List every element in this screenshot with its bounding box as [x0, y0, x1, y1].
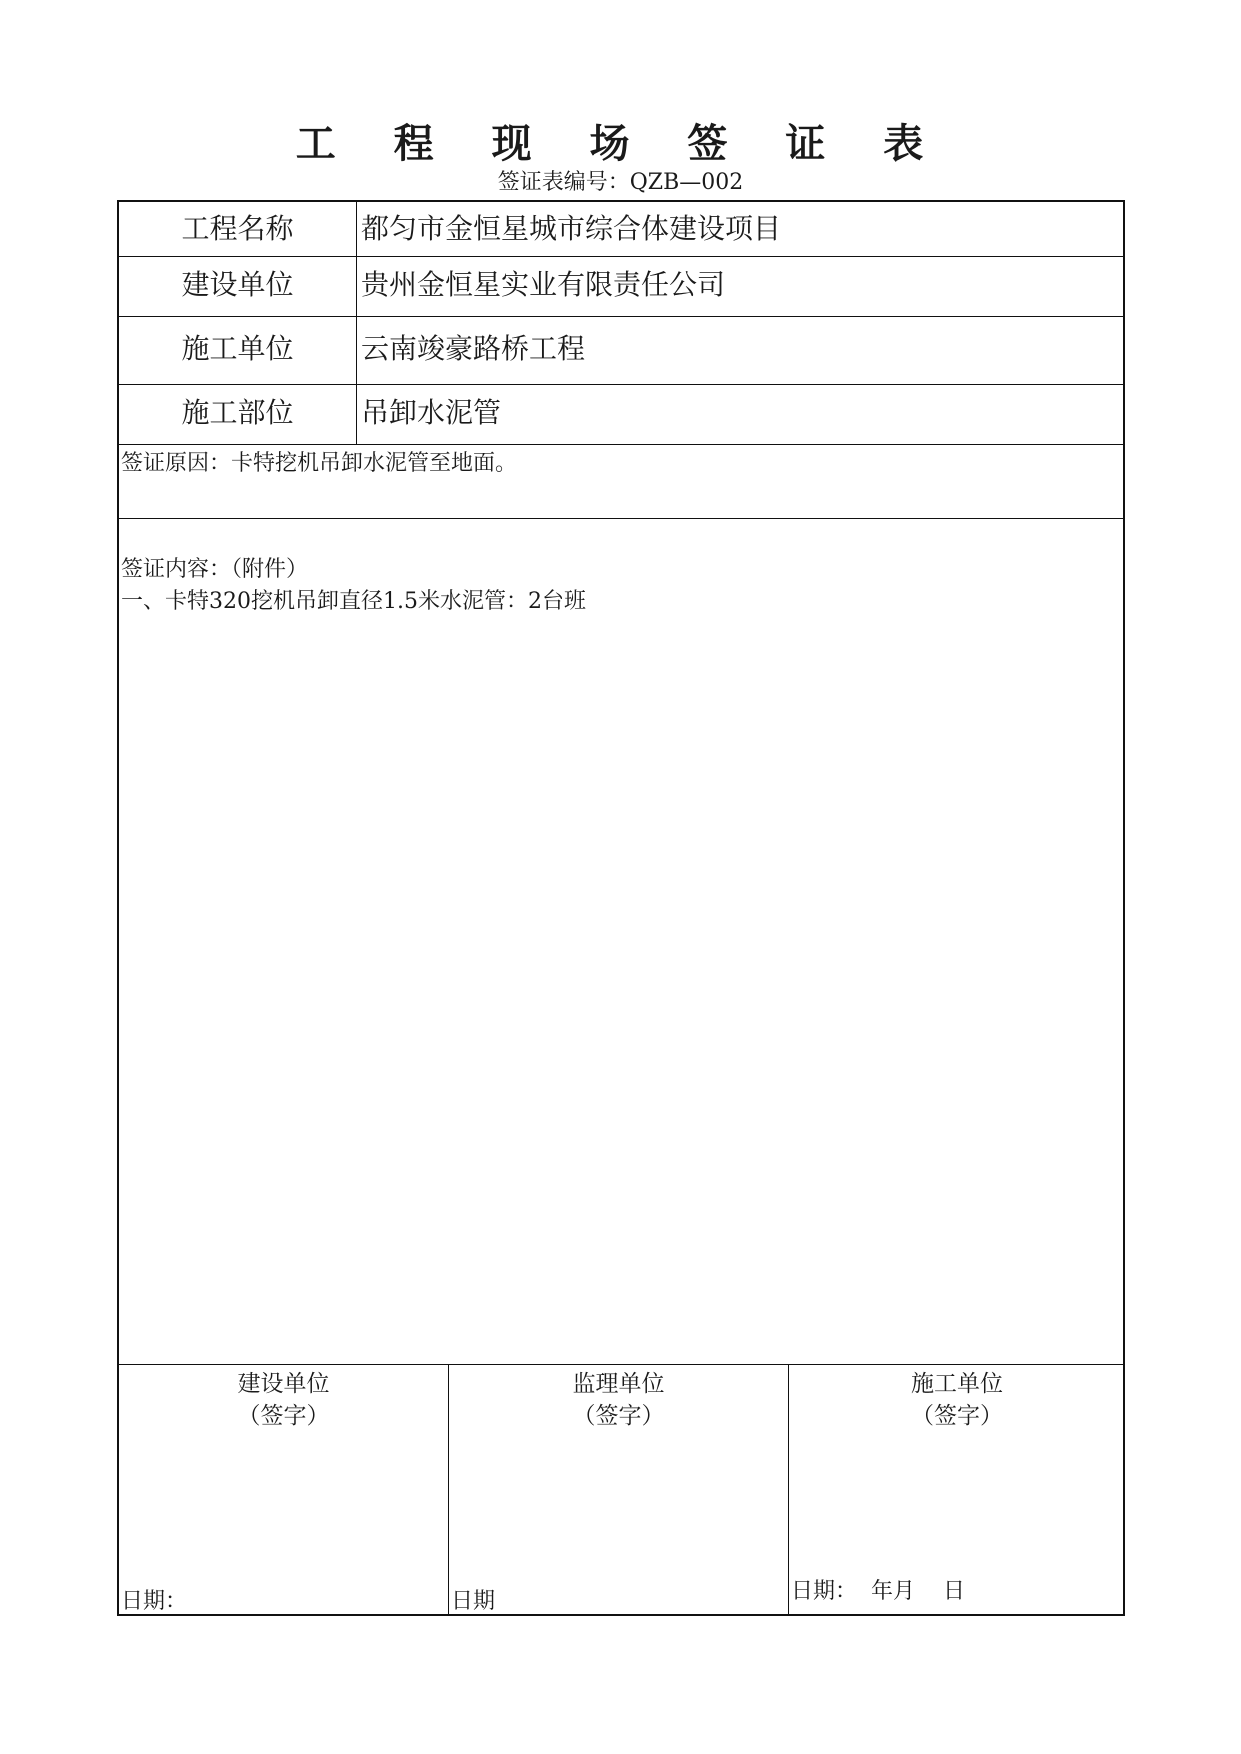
owner-signature-note: （签字） [237, 1403, 330, 1429]
supervisor-signature-block [449, 1368, 788, 1432]
work-area-value: 吊卸水泥管 [361, 396, 502, 429]
owner-unit-label: 建设单位 [181, 268, 294, 301]
contractor-signature-date: 日期： 年月 日 [791, 1579, 965, 1604]
contractor-label: 施工单位 [181, 332, 294, 365]
contractor-signature-block [789, 1368, 1125, 1432]
row-divider [119, 518, 1123, 519]
contractor-signature-note: （签字） [911, 1403, 1003, 1429]
owner-unit-value: 贵州金恒星实业有限责任公司 [361, 268, 726, 301]
label-column-divider [356, 202, 357, 444]
visa-content-line: 一、卡特320挖机吊卸直径1.5米水泥管：2台班 [121, 589, 586, 614]
supervisor-signature-date: 日期 [451, 1589, 496, 1614]
form-title: 工 程 现 场 签 证 表 [295, 120, 946, 167]
row-divider [119, 256, 1123, 257]
form-number: 签证表编号：QZB—002 [497, 170, 744, 195]
row-divider [119, 316, 1123, 317]
supervisor-signature-unit: 监理单位 [572, 1371, 665, 1397]
visa-content-heading: 签证内容：（附件） [121, 557, 309, 582]
row-divider [119, 1364, 1123, 1365]
owner-signature-unit: 建设单位 [237, 1371, 330, 1397]
visa-form-table [117, 200, 1125, 1616]
project-name-label: 工程名称 [181, 212, 294, 245]
owner-signature-date: 日期： [121, 1589, 188, 1614]
visa-reason: 签证原因：卡特挖机吊卸水泥管至地面。 [121, 451, 518, 476]
owner-signature-block [119, 1368, 448, 1432]
row-divider [119, 444, 1123, 445]
contractor-signature-unit: 施工单位 [911, 1371, 1003, 1397]
contractor-value: 云南竣豪路桥工程 [361, 332, 586, 365]
work-area-label: 施工部位 [181, 396, 294, 429]
supervisor-signature-note: （签字） [572, 1403, 665, 1429]
row-divider [119, 384, 1123, 385]
project-name-value: 都匀市金恒星城市综合体建设项目 [361, 212, 782, 245]
